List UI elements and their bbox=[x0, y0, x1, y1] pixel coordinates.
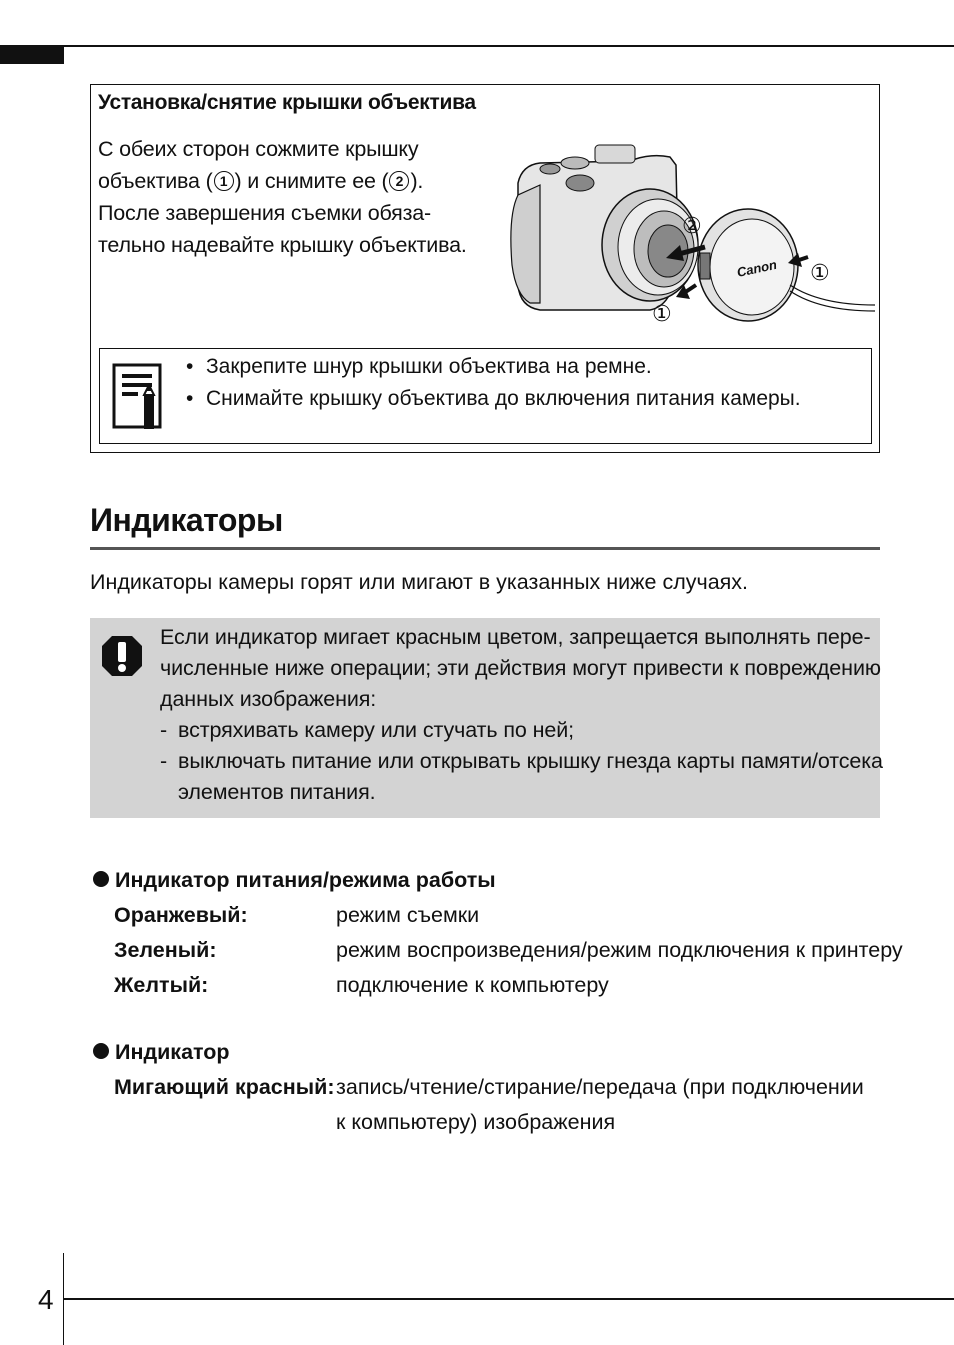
caution-list bbox=[160, 715, 883, 808]
section-intro: Индикаторы камеры горят или мигают в указанных ниже случаях. bbox=[90, 570, 749, 594]
lens-cap-title: Установка/снятие крышки объектива bbox=[98, 91, 476, 114]
note-item: • Снимайте крышку объектива до включения питания камеры. bbox=[186, 383, 801, 415]
instruction-line: После завершения съемки обяза- bbox=[98, 201, 431, 225]
section-title: Индикаторы bbox=[90, 502, 283, 538]
caution-item: - выключать питание или открывать крышку гнезда карты памяти/отсека элементов питания. bbox=[160, 746, 883, 808]
indicator-color-label: Зеленый: bbox=[114, 938, 217, 962]
caution-box bbox=[90, 618, 883, 818]
caution-line: данных изображения: bbox=[160, 687, 377, 711]
indicator-meaning: запись/чтение/стирание/передача (при подключении к компьютеру) изображения bbox=[336, 1075, 864, 1134]
indicator-color-label: Мигающий красный: bbox=[114, 1075, 335, 1099]
camera-lens-cap-illustration bbox=[500, 135, 880, 335]
footer-rule bbox=[63, 1298, 954, 1300]
caution-line: Если индикатор мигает красным цветом, запрещается выполнять пере- bbox=[160, 625, 871, 649]
memo-note-icon bbox=[112, 363, 164, 433]
caution-icon bbox=[100, 634, 144, 678]
callout-1-label: ① bbox=[810, 261, 830, 286]
cap-brand-label: Canon bbox=[735, 256, 779, 280]
indicator-heading: Индикатор питания/режима работы bbox=[90, 863, 890, 898]
indicator-row bbox=[90, 898, 890, 933]
indicator-row bbox=[90, 933, 903, 968]
lens-cap-instructions bbox=[98, 133, 478, 261]
indicator-heading: Индикатор bbox=[90, 1035, 890, 1070]
indicator-color-label: Желтый: bbox=[114, 973, 209, 997]
bullet-icon bbox=[93, 1043, 109, 1059]
caution-item: - встряхивать камеру или стучать по ней; bbox=[160, 715, 883, 746]
indicator-meaning: режим съемки bbox=[336, 903, 480, 927]
callout-1-label: ① bbox=[652, 302, 672, 327]
access-indicator-group bbox=[90, 1035, 890, 1140]
note-list bbox=[186, 351, 801, 415]
bullet-icon bbox=[93, 871, 109, 887]
note-box bbox=[99, 348, 872, 444]
indicator-row bbox=[90, 1070, 890, 1140]
instruction-line: тельно надевайте крышку объектива. bbox=[98, 233, 467, 257]
note-item: • Закрепите шнур крышки объектива на ремне. bbox=[186, 351, 801, 383]
top-rule bbox=[0, 45, 954, 47]
power-mode-indicator-group bbox=[90, 863, 903, 1003]
step-2-marker: 2 bbox=[389, 171, 409, 191]
instruction-line: С обеих сторон сожмите крышку bbox=[98, 137, 419, 161]
callout-2-label: ② bbox=[682, 214, 702, 239]
instruction-line: объектива ( 1 ) и снимите ее ( 2 ). bbox=[98, 169, 424, 193]
page-number: 4 bbox=[38, 1284, 54, 1315]
caution-line: численные ниже операции; эти действия могут привести к повреждению bbox=[160, 656, 881, 680]
indicator-row bbox=[90, 968, 890, 1003]
section-rule bbox=[90, 547, 880, 550]
indicator-meaning: режим воспроизведения/режим подключения к принтеру bbox=[336, 938, 903, 962]
indicator-color-label: Оранжевый: bbox=[114, 903, 248, 927]
caution-text bbox=[160, 622, 883, 808]
top-tab-marker bbox=[0, 45, 64, 64]
indicator-meaning: подключение к компьютеру bbox=[336, 973, 609, 997]
step-1-marker: 1 bbox=[214, 171, 234, 191]
